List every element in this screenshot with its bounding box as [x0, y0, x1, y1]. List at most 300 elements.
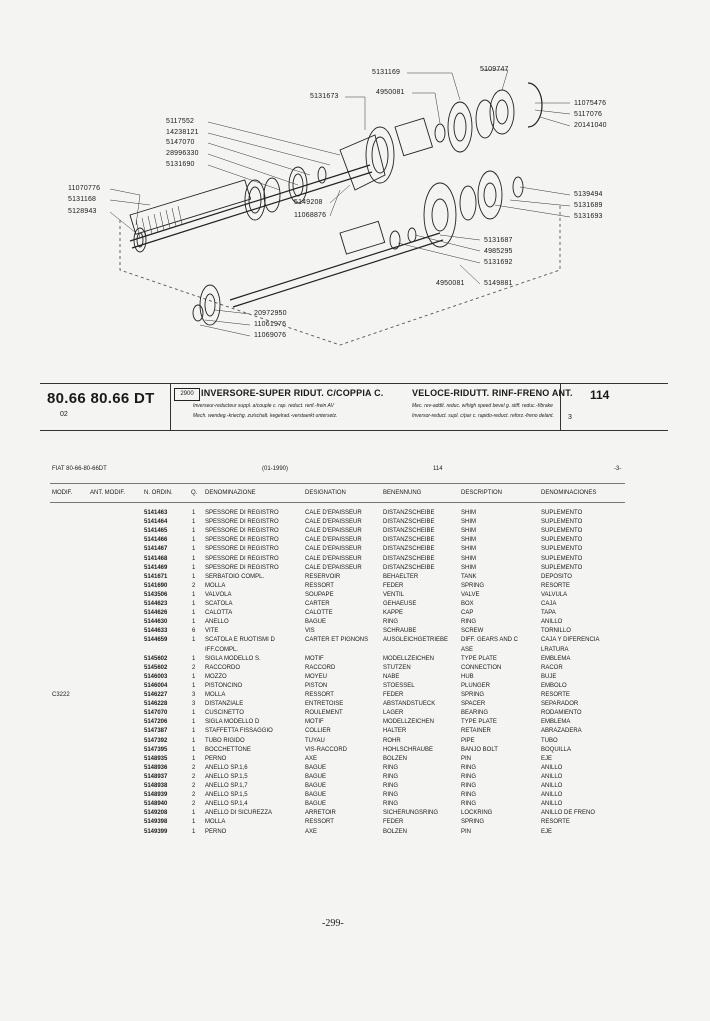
- cell-no: 5144623: [144, 601, 168, 607]
- callout-label: 28996330: [166, 150, 199, 157]
- cell-it: ANELLO SP.1,4: [205, 801, 248, 808]
- cell-en: BANJO BOLT: [461, 746, 498, 753]
- cell-fr: RESSORT: [305, 582, 334, 589]
- cell-no: 5149398: [144, 819, 168, 826]
- subtitle-english: Mec. rev-addit. reduc. w/high speed bevel g. stiff. reduc.-f/brake: [412, 403, 553, 409]
- cell-q: 1: [192, 810, 196, 817]
- cell-en: DIFF. GEARS AND C: [461, 637, 519, 644]
- cell-de: MODELLZEICHEN: [383, 655, 435, 662]
- cell-de: AUSGLEICHGETRIEBE: [383, 637, 449, 644]
- cell-fr: AXE: [305, 755, 318, 762]
- cell-mod: C3222: [52, 692, 70, 698]
- cell-q: 1: [192, 510, 196, 516]
- cell-q: 1: [192, 737, 196, 744]
- cell-q: 1: [192, 573, 196, 580]
- col-benennung: BENENNUNG: [383, 490, 422, 496]
- cell-q: 1: [192, 555, 196, 562]
- cell-fr: CARTER ET PIGNONS: [305, 637, 369, 644]
- cell-en: RING: [461, 792, 476, 799]
- cell-it: PERNO: [205, 755, 227, 762]
- exploded-parts-diagram: [40, 55, 680, 355]
- table-row: [0, 728, 710, 737]
- table-row: [0, 610, 710, 619]
- cell-q: 3: [192, 701, 196, 708]
- cell-fr: RESERVOIR: [305, 573, 341, 580]
- table-row: [0, 656, 710, 665]
- callout-label: 5117076: [574, 111, 603, 118]
- callout-label: 5131673: [310, 93, 339, 100]
- callout-label: 11070776: [68, 185, 101, 192]
- cell-fr: VIS: [305, 628, 315, 635]
- table-row: [0, 783, 710, 792]
- cell-de: FEDER: [383, 819, 404, 826]
- cell-en: TANK: [461, 573, 477, 580]
- cell-fr: CALE D'EPAISSEUR: [305, 519, 362, 526]
- cell-es: VALVULA: [541, 591, 568, 598]
- bearing-lower-left: [200, 285, 220, 325]
- lower-shaft: [230, 233, 440, 300]
- cell-q: 2: [192, 582, 196, 589]
- cell-it: MOLLA: [205, 819, 226, 826]
- cell-fr: MOTIF: [305, 719, 324, 726]
- cell-de: RING: [383, 764, 398, 771]
- callout-label: 5131693: [574, 213, 603, 220]
- cell-de: RING: [383, 801, 398, 808]
- cell-de: BEHAELTER: [383, 573, 419, 580]
- lower-spline: [340, 221, 385, 254]
- table-row: [0, 574, 710, 583]
- cell-fr: COLLIER: [305, 728, 331, 735]
- cell-no: 5145602: [144, 655, 168, 662]
- cell-en: RETAINER: [461, 728, 491, 735]
- cell-no: 5141469: [144, 564, 168, 571]
- cell-es: RESORTE: [541, 582, 570, 589]
- gear-upper-right: [448, 102, 472, 152]
- cell-no: 5148935: [144, 755, 168, 762]
- cell-de: RING: [383, 783, 398, 789]
- cell-en: SCREW: [461, 628, 484, 635]
- cell-no: 5148940: [144, 801, 168, 808]
- cell-no: 5146227: [144, 692, 168, 698]
- cell-q: 1: [192, 546, 196, 553]
- cell-no: 5144633: [144, 628, 168, 635]
- cell-it: ANELLO: [205, 619, 229, 626]
- callout-label: 14238121: [166, 129, 199, 136]
- cell-es: SUPLEMENTO: [541, 519, 583, 526]
- cell-it: SPESSORE DI REGISTRO: [205, 528, 279, 535]
- cell-es: ANILLO: [541, 792, 563, 799]
- cell-en: SHIM: [461, 510, 476, 516]
- cell-de: FEDER: [383, 582, 404, 589]
- cell-fr: BAGUE: [305, 801, 327, 808]
- table-row: [0, 619, 710, 628]
- bevel-housing: [340, 135, 385, 190]
- cell-es: LRATURA: [541, 646, 569, 653]
- cell-it: VALVOLA: [205, 591, 232, 598]
- cell-es: ANILLO: [541, 773, 563, 780]
- cell-no: 5147395: [144, 746, 168, 753]
- cell-es: SUPLEMENTO: [541, 510, 583, 516]
- cell-it: RACCORDO: [205, 664, 241, 671]
- col-ant-modif: ANT. MODIF.: [90, 490, 126, 496]
- cell-de: STOESSEL: [383, 682, 415, 689]
- cell-it: SERBATOIO COMPL.: [205, 573, 265, 580]
- cell-de: DISTANZSCHEIBE: [383, 564, 435, 571]
- snap-ring: [528, 83, 542, 127]
- cell-no: 5147206: [144, 719, 168, 726]
- cell-it: MOLLA: [205, 582, 226, 589]
- cell-q: 1: [192, 710, 196, 717]
- cell-no: 5147387: [144, 728, 168, 735]
- cell-en: LOCKRING: [461, 810, 493, 817]
- cell-de: MODELLZEICHEN: [383, 719, 435, 726]
- cell-de: STUTZEN: [383, 664, 411, 671]
- group-title-right: VELOCE-RIDUTT. RINF-FRENO ANT.: [412, 388, 573, 398]
- cell-es: BUJE: [541, 673, 557, 680]
- cell-es: RESORTE: [541, 692, 570, 698]
- col-designation: DESIGNATION: [305, 490, 346, 496]
- cell-it: SPESSORE DI REGISTRO: [205, 546, 279, 553]
- cell-en: SHIM: [461, 537, 476, 544]
- cell-fr: CALE D'EPAISSEUR: [305, 546, 362, 553]
- cell-es: ANILLO DE FRENO: [541, 810, 596, 817]
- callout-label: 4950081: [376, 89, 405, 96]
- cell-fr: CALE D'EPAISSEUR: [305, 528, 362, 535]
- table-row: [0, 583, 710, 592]
- cell-q: 2: [192, 764, 196, 771]
- cell-no: 5149208: [144, 810, 168, 817]
- cell-q: 2: [192, 783, 196, 789]
- cell-no: 5141690: [144, 582, 168, 589]
- cell-de: DISTANZSCHEIBE: [383, 537, 435, 544]
- cell-fr: TUYAU: [305, 737, 325, 744]
- cell-es: ABRAZADERA: [541, 728, 582, 735]
- cell-es: TORNILLO: [541, 628, 571, 635]
- cell-fr: AXE: [305, 828, 318, 835]
- cell-no: 5143506: [144, 591, 168, 598]
- splined-shaft: [130, 180, 251, 234]
- table-row: [0, 665, 710, 674]
- cell-no: 5145602: [144, 664, 168, 671]
- cell-it: IFF.COMPL.: [205, 646, 239, 653]
- cell-es: TUBO: [541, 737, 558, 744]
- cell-es: CAJA Y DIFERENCIA: [541, 637, 600, 644]
- cell-en: CAP: [461, 610, 474, 617]
- cell-es: ANILLO: [541, 801, 563, 808]
- cell-it: TUBO RIGIDO: [205, 737, 245, 744]
- cell-en: SPACER: [461, 701, 486, 708]
- cell-fr: VIS-RACCORD: [305, 746, 348, 753]
- cell-fr: RACCORD: [305, 664, 336, 671]
- cell-es: RACOR: [541, 664, 563, 671]
- group-title-left: INVERSORE-SUPER RIDUT. C/COPPIA C.: [201, 388, 384, 398]
- cell-no: 5149399: [144, 828, 168, 835]
- callout-label: 20141040: [574, 122, 607, 129]
- cell-q: 1: [192, 591, 196, 598]
- table-row: [0, 774, 710, 783]
- cell-en: SHIM: [461, 555, 476, 562]
- cell-no: 5141463: [144, 510, 168, 516]
- cell-q: 2: [192, 801, 196, 808]
- assembly-frame-line: [120, 205, 560, 345]
- table-row: [0, 556, 710, 565]
- cell-fr: ENTRETOISE: [305, 701, 344, 708]
- callout-label: 5128943: [68, 208, 97, 215]
- col-denominaciones: DENOMINACIONES: [541, 490, 597, 496]
- cell-it: ANELLO SP.1,7: [205, 783, 248, 789]
- table-row: [0, 601, 710, 610]
- cell-en: PIPE: [461, 737, 475, 744]
- cell-en: SHIM: [461, 546, 476, 553]
- cell-it: SPESSORE DI REGISTRO: [205, 519, 279, 526]
- cell-q: 3: [192, 692, 196, 698]
- cell-en: SPRING: [461, 692, 485, 698]
- cell-fr: CALOTTE: [305, 610, 333, 617]
- cell-de: DISTANZSCHEIBE: [383, 528, 435, 535]
- cell-es: TAPA: [541, 610, 556, 617]
- cell-fr: BAGUE: [305, 792, 327, 799]
- cell-es: EJE: [541, 755, 553, 762]
- callout-label: 5147070: [166, 139, 195, 146]
- upper-shaft: [130, 165, 370, 241]
- cell-q: 1: [192, 719, 196, 726]
- cell-no: 5144630: [144, 619, 168, 626]
- listing-rule: [50, 483, 625, 484]
- gear-lower-right: [478, 171, 502, 219]
- subtitle-spanish: Inversor-reduct. supl. c/par c. rapido-reduct. reforz.-freno delant.: [412, 413, 554, 419]
- cell-it: STAFFETTA FISSAGGIO: [205, 728, 273, 735]
- cell-fr: ROULEMENT: [305, 710, 343, 717]
- cell-fr: BAGUE: [305, 783, 327, 789]
- cell-q: 2: [192, 773, 196, 780]
- cell-es: SUPLEMENTO: [541, 528, 583, 535]
- cell-es: CAJA: [541, 601, 557, 607]
- cell-en: RING: [461, 773, 476, 780]
- cell-q: 1: [192, 610, 196, 617]
- cell-de: BOLZEN: [383, 828, 408, 835]
- cell-en: SHIM: [461, 564, 476, 571]
- table-row: [0, 528, 710, 537]
- cell-es: SUPLEMENTO: [541, 564, 583, 571]
- header-divider: [170, 383, 171, 430]
- cell-de: HALTER: [383, 728, 407, 735]
- cell-it: VITE: [205, 628, 219, 635]
- callout-label: 5131168: [68, 196, 97, 203]
- listing-page: -3-: [614, 466, 622, 472]
- cell-it: ANELLO SP.1,6: [205, 764, 248, 771]
- cell-es: SUPLEMENTO: [541, 546, 583, 553]
- cell-it: PISTONCINO: [205, 682, 243, 689]
- listing-model: FIAT 80-66-80-66DT: [52, 466, 107, 472]
- cell-q: 1: [192, 619, 196, 626]
- header-bottom-rule: [40, 430, 668, 431]
- cell-fr: ARRETOIR: [305, 810, 336, 817]
- cell-en: PIN: [461, 828, 472, 835]
- cell-en: SPRING: [461, 582, 485, 589]
- cell-de: BOLZEN: [383, 755, 408, 762]
- cell-fr: PISTON: [305, 682, 328, 689]
- callout-label: 11061976: [254, 321, 287, 328]
- cell-de: SICHERUNGSRING: [383, 810, 439, 817]
- cell-no: 5148936: [144, 764, 168, 771]
- cell-no: 5144626: [144, 610, 168, 617]
- table-number: 114: [590, 388, 610, 402]
- table-row: [0, 565, 710, 574]
- cell-es: EMBOLO: [541, 682, 567, 689]
- cell-it: SPESSORE DI REGISTRO: [205, 555, 279, 562]
- cell-q: 1: [192, 755, 196, 762]
- cell-it: CALOTTA: [205, 610, 233, 617]
- cell-it: PERNO: [205, 828, 227, 835]
- cell-de: HOHLSCHRAUBE: [383, 746, 434, 753]
- table-row: [0, 701, 710, 710]
- callout-label: 5131690: [166, 161, 195, 168]
- listing-date: (01-1990): [262, 466, 289, 472]
- cell-fr: BAGUE: [305, 773, 327, 780]
- cell-de: RING: [383, 792, 398, 799]
- cell-q: 1: [192, 746, 196, 753]
- cell-q: 6: [192, 628, 196, 635]
- cell-no: 5147070: [144, 710, 168, 717]
- cell-de: DISTANZSCHEIBE: [383, 555, 435, 562]
- cell-es: SUPLEMENTO: [541, 555, 583, 562]
- cell-en: BOX: [461, 601, 474, 607]
- cell-es: ANILLO: [541, 764, 563, 771]
- cell-de: SCHRAUBE: [383, 628, 417, 635]
- table-row: [0, 756, 710, 765]
- cell-en: ASE: [461, 646, 474, 653]
- callout-label: 5109747: [480, 66, 509, 73]
- cell-no: 5147392: [144, 737, 168, 744]
- callout-label: 5117552: [166, 118, 195, 125]
- callout-label: 5149881: [484, 280, 513, 287]
- col-modif: MODIF.: [52, 490, 73, 496]
- cell-it: MOLLA: [205, 692, 226, 698]
- callout-label: 5131689: [574, 202, 603, 209]
- table-row: [0, 829, 710, 838]
- cell-en: SHIM: [461, 528, 476, 535]
- cell-en: PLUNGER: [461, 682, 491, 689]
- cell-q: 1: [192, 601, 196, 607]
- subtitle-french: Inverseur-reducteur suppl. a/couple c. rap. reduct. renf.-frein AV: [193, 403, 334, 409]
- cell-it: ANELLO SP.1,5: [205, 792, 248, 799]
- cell-q: 1: [192, 673, 196, 680]
- cell-q: 1: [192, 655, 196, 662]
- col-qty: Q.: [191, 490, 198, 496]
- gear-lower-large: [424, 183, 456, 247]
- cell-de: LAGER: [383, 710, 404, 717]
- cell-es: SUPLEMENTO: [541, 537, 583, 544]
- cell-no: 5148938: [144, 783, 168, 789]
- cell-en: TYPE PLATE: [461, 719, 497, 726]
- subtitle-german: Mech. wendeg.-kriechg. zu/schalt. kegelrad.-verstaerkt untersetz.: [193, 413, 338, 419]
- cell-no: 5148939: [144, 792, 168, 799]
- col-description: DESCRIPTION: [461, 490, 503, 496]
- cell-fr: CALE D'EPAISSEUR: [305, 564, 362, 571]
- cell-en: HUB: [461, 673, 474, 680]
- cell-q: 1: [192, 682, 196, 689]
- cell-it: ANELLO DI SICUREZZA: [205, 810, 273, 817]
- cell-q: 1: [192, 528, 196, 535]
- cell-no: 5141465: [144, 528, 168, 535]
- table-row: [0, 710, 710, 719]
- cell-es: DEPOSITO: [541, 573, 572, 580]
- table-row: [0, 519, 710, 528]
- cell-fr: MOTIF: [305, 655, 324, 662]
- cell-it: SCATOLA: [205, 601, 233, 607]
- table-row: [0, 628, 710, 637]
- cell-no: 5148937: [144, 773, 168, 780]
- cell-it: CUSCINETTO: [205, 710, 244, 717]
- cell-fr: CALE D'EPAISSEUR: [305, 537, 362, 544]
- cell-en: RING: [461, 764, 476, 771]
- cell-es: RODAMIENTO: [541, 710, 582, 717]
- cell-q: 1: [192, 819, 196, 826]
- cell-no: 5141466: [144, 537, 168, 544]
- cell-en: TYPE PLATE: [461, 655, 497, 662]
- cell-fr: CALE D'EPAISSEUR: [305, 555, 362, 562]
- col-ordin: N. ORDIN.: [144, 490, 173, 496]
- cell-no: 5141464: [144, 519, 168, 526]
- columns-rule: [50, 502, 625, 503]
- cell-it: BOCCHETTONE: [205, 746, 251, 753]
- shaft-end-bearing: [134, 228, 146, 252]
- callout-label: 5131692: [484, 259, 513, 266]
- cell-it: SPESSORE DI REGISTRO: [205, 510, 279, 516]
- cell-fr: BAGUE: [305, 764, 327, 771]
- table-row: [0, 765, 710, 774]
- cell-fr: RESSORT: [305, 819, 334, 826]
- table-row: [0, 801, 710, 810]
- callout-label: 5149208: [294, 199, 323, 206]
- col-denominazione: DENOMINAZIONE: [205, 490, 256, 496]
- cell-de: RING: [383, 773, 398, 780]
- cell-q: 2: [192, 792, 196, 799]
- callout-label: 20972950: [254, 310, 287, 317]
- hub-spline: [395, 118, 432, 155]
- cell-it: SPESSORE DI REGISTRO: [205, 537, 279, 544]
- cell-no: 5141468: [144, 555, 168, 562]
- group-code: 2900: [174, 388, 200, 401]
- cell-it: SIGLA MODELLO D: [205, 719, 260, 726]
- cell-de: FEDER: [383, 692, 404, 698]
- cell-de: GEHAEUSE: [383, 601, 417, 607]
- cell-fr: SOUPAPE: [305, 591, 334, 598]
- cell-q: 1: [192, 564, 196, 571]
- cell-q: 1: [192, 537, 196, 544]
- cell-de: KAPPE: [383, 610, 404, 617]
- cell-fr: CALE D'EPAISSEUR: [305, 510, 362, 516]
- cell-it: SIGLA MODELLO S.: [205, 655, 261, 662]
- cell-it: SCATOLA E RUOTISMI D: [205, 637, 275, 644]
- cell-es: EMBLEMA: [541, 655, 571, 662]
- cell-en: RING: [461, 619, 476, 626]
- table-row: [0, 692, 710, 701]
- cell-fr: MOYEU: [305, 673, 328, 680]
- callout-label: 5139494: [574, 191, 603, 198]
- cell-de: DISTANZSCHEIBE: [383, 510, 435, 516]
- cell-fr: CARTER: [305, 601, 330, 607]
- header-top-rule: [40, 383, 668, 384]
- cell-en: VALVE: [461, 591, 480, 598]
- callout-label: 4985295: [484, 248, 513, 255]
- table-subnumber: 3: [568, 414, 572, 421]
- table-row: [0, 537, 710, 546]
- cell-en: RING: [461, 801, 476, 808]
- cell-es: BOQUILLA: [541, 746, 572, 753]
- cell-en: SHIM: [461, 519, 476, 526]
- cell-q: 1: [192, 637, 196, 644]
